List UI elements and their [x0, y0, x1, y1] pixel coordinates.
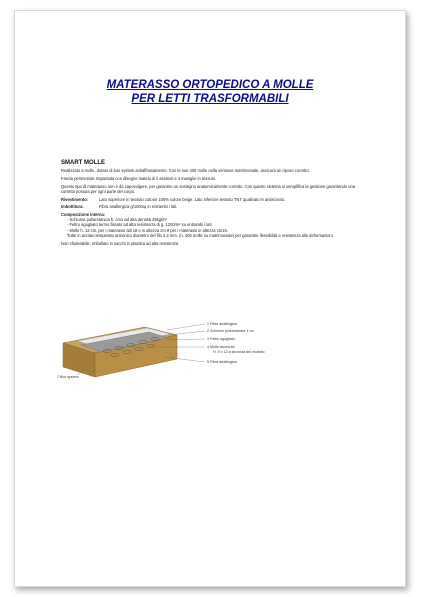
- composizione-item-3: - Molle h. 12 cm. per i materassi alti 18 e in altezza cm 9 per i materassi in altezza cm16.: [67, 227, 228, 233]
- legend-schiuma: 2 Schiume poliuretanica 1 cm: [207, 329, 255, 333]
- product-description: [61, 161, 361, 249]
- mattress-layers-diagram: [55, 321, 315, 381]
- document-page: [14, 10, 406, 587]
- composizione-item-2: - Feltro agugliato termo fissato ad alta resistenza di g. 1200/m² su entrambi i lati: [67, 222, 212, 228]
- intro-paragraph-2: Fascia perimetrale trapuntata con disegno matelo di il aeratori e 4 maniglie in tessuto.: [61, 175, 217, 181]
- legend-fibra-5: 5 Fibra anallergica: [207, 360, 237, 364]
- composizione-label: Composizione interna:: [61, 211, 106, 217]
- imbottitura-row: [61, 204, 361, 209]
- title-line-2: PER LETTI TRASFORMABILI: [131, 93, 289, 105]
- composizione-item-1: - Schiuma poliuretanica h. cm1 ad alta densità 25kg/m³: [67, 217, 167, 223]
- section-heading: SMART MOLLE: [61, 160, 105, 166]
- legend-molle: 4 Molle biconiche: [207, 345, 235, 349]
- legend-feltro: 3 Feltro agugliato: [207, 337, 235, 341]
- rivestimento-value: Lato superiore in tessuto cotone 100% colore beige. Lato inferiore tessuto TNT qualinato in antiscivolo.: [99, 196, 286, 202]
- intro-paragraph-3: Questo tipo di materasso non è da capovolgere, per garantire un sostegno anatomicamente corretto. Con questo sistema si semplifica la gestione garantendo una corretta postura per ogni parte del corpo.: [61, 183, 356, 194]
- title-line-1: MATERASSO ORTOPEDICO A MOLLE: [106, 79, 314, 91]
- intro-paragraph-1: Realizzato a molle, dotato di box system antiaffossamento. Con le sue 400 molle nella versione matrimoniale, assicura un riposo corretto.: [61, 168, 310, 174]
- imbottitura-label: Imbottitura:: [61, 204, 84, 210]
- imbottitura-value: Fibra anallergica g/100mq in entrambi i lati.: [99, 204, 178, 210]
- footer-note: Non sfoderabile, Imballato in sacchi in plastica ad alta resistenza.: [61, 240, 180, 246]
- composizione-item-4: Tutte in acciaio temperato armonico diametro del filo 2,2 mm. (n. 400 molle su matrimoniale) per garantire flessibilità e resistenza alle deformazioni.: [67, 232, 334, 238]
- legend-box-system: 7 Box system: [57, 375, 79, 379]
- document-title: [15, 78, 405, 106]
- legend-fibra-1: 1 Fibra anallergica: [207, 322, 237, 326]
- rivestimento-label: Rivestimento:: [61, 196, 89, 202]
- legend-molle-height: H. 9 o 12 a seconda del modello: [213, 350, 265, 354]
- rivestimento-row: [61, 197, 361, 202]
